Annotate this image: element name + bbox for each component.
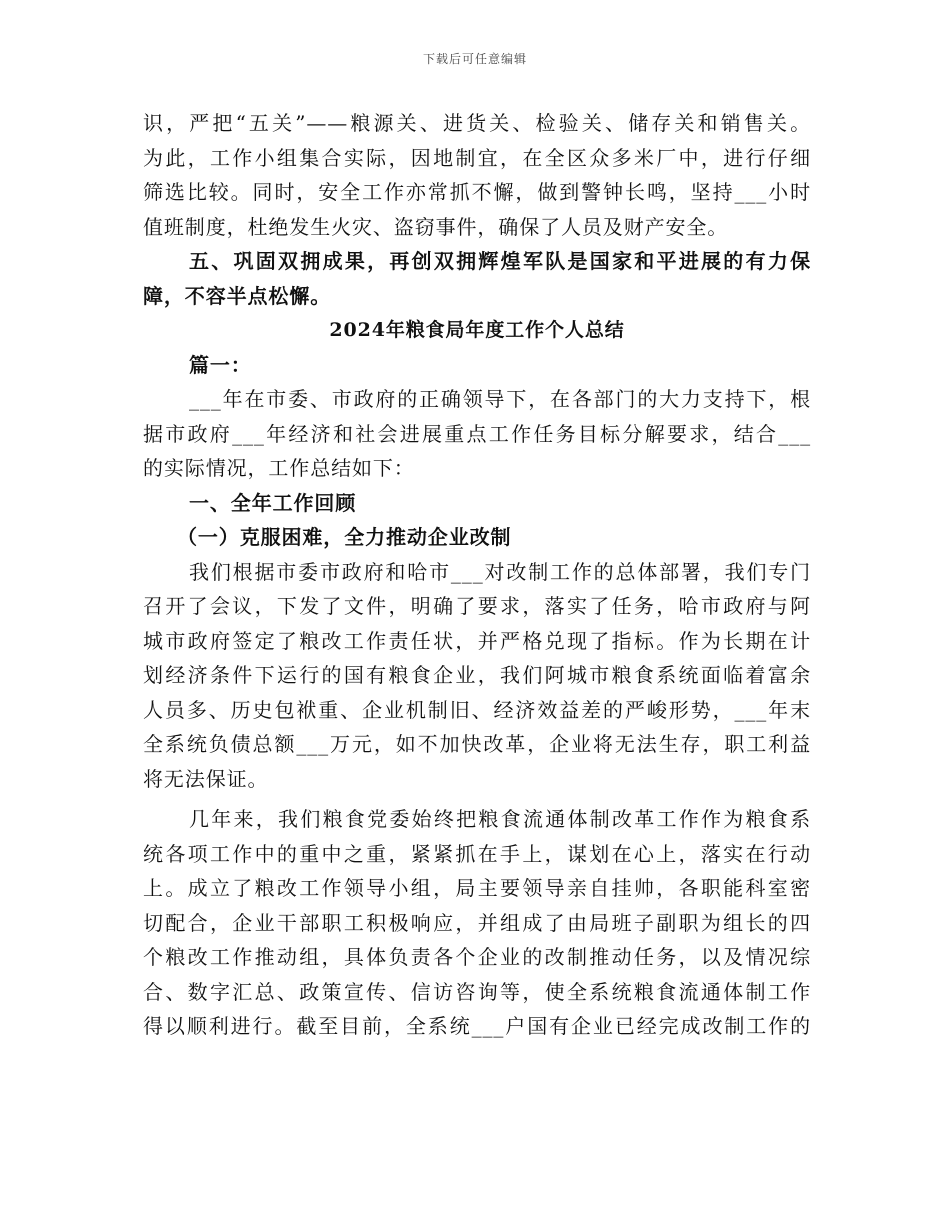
- chapter-label: 篇一：: [189, 352, 252, 377]
- document-title: 2024年粮食局年度工作个人总结: [329, 319, 625, 341]
- section-heading: 五、巩固双拥成果，再创双拥辉煌军队是国家和平进展的有力保: [189, 249, 811, 273]
- text-line: 据市政府___年经济和社会进展重点工作任务目标分解要求，结合___: [143, 421, 811, 446]
- text-line: 将无法保证。: [143, 766, 269, 791]
- text-line: 个粮改工作推动组，具体负责各个企业的改制推动任务，以及情况综: [143, 945, 811, 969]
- text-line: 上。成立了粮改工作领导小组，局主要领导亲自挂帅，各职能科室密: [143, 876, 811, 900]
- text-line: 人员多、历史包袱重、企业机制旧、经济效益差的严峻形势，___年末: [143, 697, 811, 722]
- text-line: 切配合，企业干部职工积极响应，并组成了由局班子副职为组长的四: [143, 910, 811, 935]
- text-line: 几年来，我们粮食党委始终把粮食流通体制改革工作作为粮食系: [189, 807, 811, 831]
- text-line: 的实际情况，工作总结如下：: [143, 456, 415, 480]
- subheading: （一）克服困难，全力推动企业改制: [177, 525, 512, 549]
- text-line: 划经济条件下运行的国有粮食企业，我们阿城市粮食系统面临着富余: [143, 663, 811, 687]
- text-line: 全系统负债总额___万元，如不加快改革，企业将无法生存，职工利益: [143, 732, 811, 756]
- text-line: 识，严把“五关”——粮源关、进货关、检验关、储存关和销售关。: [143, 111, 811, 135]
- section-heading-continued: 障，不容半点松懈。: [143, 283, 332, 308]
- text-line: 值班制度，杜绝发生火灾、盗窃事件，确保了人员及财产安全。: [143, 214, 729, 239]
- text-line: 筛选比较。同时，安全工作亦常抓不懈，做到警钟长鸣，坚持___小时: [143, 180, 811, 204]
- text-line: 统各项工作中的重中之重，紧紧抓在手上，谋划在心上，落实在行动: [143, 841, 811, 866]
- text-line: 得以顺利进行。截至目前，全系统___户国有企业已经完成改制工作的: [143, 1014, 811, 1038]
- document-body: [143, 106, 811, 1044]
- text-line: 为此，工作小组集合实际，因地制宜，在全区众多米厂中，进行仔细: [143, 145, 811, 170]
- page-header-note: 下载后可任意编辑: [422, 52, 527, 66]
- text-line: 召开了会议，下发了文件，明确了要求，落实了任务，哈市政府与阿: [143, 594, 811, 618]
- text-line: 我们根据市委市政府和哈市___对改制工作的总体部署，我们专门: [189, 559, 811, 584]
- text-line: 城市政府签定了粮改工作责任状，并严格兑现了指标。作为长期在计: [143, 628, 811, 653]
- text-line: ___年在市委、市政府的正确领导下，在各部门的大力支持下，根: [189, 387, 811, 411]
- text-line: 合、数字汇总、政策宣传、信访咨询等，使全系统粮食流通体制工作: [143, 979, 811, 1004]
- subheading: 一、全年工作回顾: [189, 490, 357, 515]
